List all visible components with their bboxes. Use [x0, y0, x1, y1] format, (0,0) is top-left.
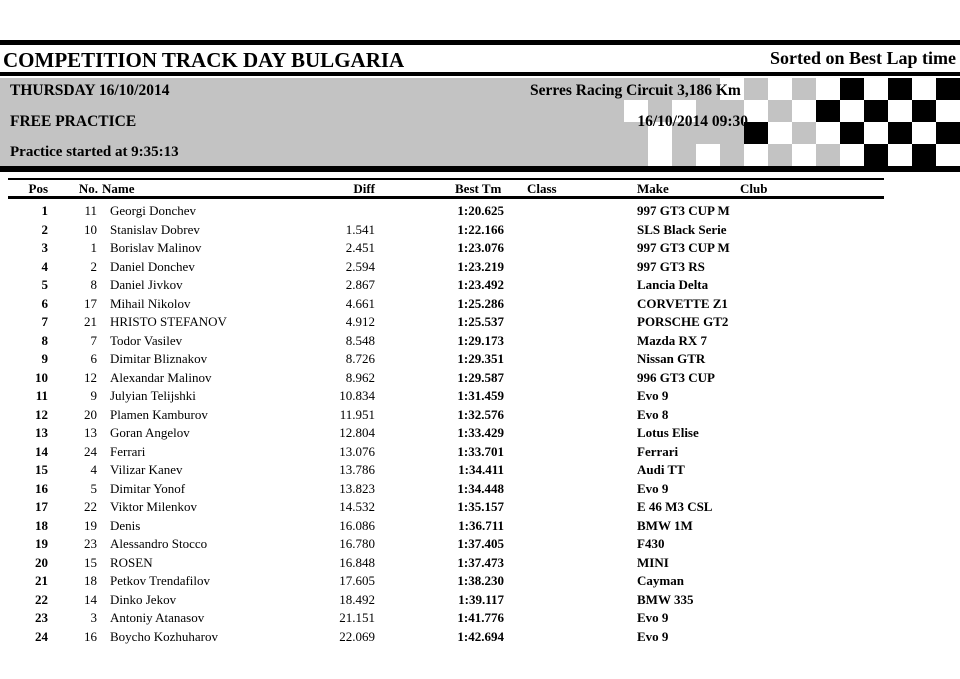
name-cell: Alessandro Stocco [110, 536, 208, 551]
no-cell: 22 [84, 499, 97, 514]
pos-cell: 4 [41, 258, 48, 274]
table-row [0, 277, 960, 296]
pos-cell: 6 [41, 295, 48, 311]
diff-cell: 16.780 [339, 536, 375, 551]
diff-cell: 17.605 [339, 573, 375, 588]
make-cell: E 46 M3 CSL [637, 499, 713, 514]
no-cell: 8 [90, 277, 97, 292]
name-cell: Ferrari [110, 443, 146, 459]
checker-cell [936, 78, 960, 100]
make-cell: BMW 1M [637, 517, 693, 533]
no-cell: 1 [90, 240, 97, 255]
diff-cell: 13.823 [339, 480, 375, 496]
name-cell: Plamen Kamburov [110, 406, 208, 422]
best-cell: 1:37.405 [457, 536, 504, 551]
table-row [0, 536, 960, 555]
name-cell: Goran Angelov [110, 425, 190, 440]
make-cell: 996 GT3 CUP [637, 369, 715, 385]
checker-cell [840, 122, 864, 144]
checker-cell [744, 144, 768, 166]
diff-cell: 12.804 [339, 425, 375, 440]
table-row [0, 499, 960, 518]
column-header-best-tm: Best Tm [455, 181, 502, 196]
table-row [0, 388, 960, 407]
pos-cell: 11 [35, 388, 48, 403]
checker-cell [864, 144, 888, 166]
best-cell: 1:37.473 [457, 554, 504, 570]
column-header-make: Make [637, 181, 669, 196]
circuit-name: Serres Racing Circuit 3,186 Km [530, 82, 741, 99]
name-cell: Daniel Donchev [110, 258, 195, 274]
no-cell: 7 [90, 332, 97, 348]
checker-cell [936, 122, 960, 144]
name-cell: Dimitar Bliznakov [110, 351, 208, 366]
make-cell: Evo 9 [637, 388, 669, 403]
column-header-class: Class [527, 181, 557, 196]
make-cell: PORSCHE GT2 [637, 314, 729, 329]
best-cell: 1:25.537 [457, 314, 504, 329]
checker-cell [840, 144, 864, 166]
sort-note: Sorted on Best Lap time [770, 48, 956, 68]
pos-cell: 14 [35, 443, 48, 459]
table-row [0, 259, 960, 278]
best-cell: 1:34.411 [458, 462, 504, 477]
make-cell: 997 GT3 CUP M [637, 203, 730, 218]
name-cell: Boycho Kozhuharov [110, 628, 218, 644]
make-cell: SLS Black Serie [637, 221, 727, 237]
checker-cell [768, 122, 792, 144]
make-cell: Cayman [637, 573, 684, 588]
no-cell: 12 [84, 369, 97, 385]
table-row [0, 425, 960, 444]
make-cell: Lotus Elise [637, 425, 699, 440]
make-cell: Ferrari [637, 443, 679, 459]
no-cell: 15 [84, 554, 97, 570]
no-cell: 21 [84, 314, 97, 329]
name-cell: Stanislav Dobrev [110, 221, 200, 237]
checker-cell [840, 78, 864, 100]
table-row [0, 240, 960, 259]
checker-cell [840, 100, 864, 122]
table-top-rule [8, 178, 884, 180]
make-cell: Evo 9 [637, 610, 669, 625]
best-cell: 1:33.429 [457, 425, 504, 440]
table-row [0, 573, 960, 592]
no-cell: 13 [84, 425, 97, 440]
name-cell: Dinko Jekov [110, 591, 177, 607]
pos-cell: 21 [35, 573, 48, 588]
no-cell: 24 [84, 443, 97, 459]
no-cell: 3 [90, 610, 97, 625]
best-cell: 1:35.157 [457, 499, 504, 514]
pos-cell: 5 [41, 277, 48, 292]
pos-cell: 22 [35, 591, 48, 607]
top-rule [0, 40, 960, 45]
checker-cell [816, 122, 840, 144]
pos-cell: 16 [35, 480, 48, 496]
checker-cell [864, 122, 888, 144]
no-cell: 4 [90, 462, 97, 477]
checker-cell [912, 78, 936, 100]
name-cell: Mihail Nikolov [110, 295, 191, 311]
no-cell: 16 [84, 628, 97, 644]
diff-cell: 8.726 [345, 351, 375, 366]
make-cell: CORVETTE Z1 [637, 295, 728, 311]
table-row [0, 296, 960, 315]
table-row [0, 203, 960, 222]
best-cell: 1:22.166 [457, 221, 504, 237]
checker-cell [648, 144, 672, 166]
make-cell: F430 [637, 536, 665, 551]
best-cell: 1:29.351 [457, 351, 504, 366]
checker-cell [912, 100, 936, 122]
best-cell: 1:42.694 [457, 628, 504, 644]
no-cell: 18 [84, 573, 97, 588]
name-cell: HRISTO STEFANOV [110, 314, 227, 329]
checker-cell [936, 100, 960, 122]
pos-cell: 3 [41, 240, 48, 255]
pos-cell: 19 [35, 536, 48, 551]
checker-cell [768, 78, 792, 100]
table-row [0, 462, 960, 481]
checker-cell [696, 144, 720, 166]
checker-cell [912, 144, 936, 166]
name-cell: Dimitar Yonof [110, 480, 186, 496]
diff-cell: 14.532 [339, 499, 375, 514]
table-row [0, 333, 960, 352]
table-row [0, 444, 960, 463]
table-row [0, 481, 960, 500]
pos-cell: 24 [35, 628, 48, 644]
name-cell: Viktor Milenkov [110, 499, 197, 514]
table-row [0, 592, 960, 611]
diff-cell: 1.541 [345, 221, 375, 237]
column-header-name: Name [102, 181, 135, 196]
pos-cell: 17 [35, 499, 48, 514]
session-name: FREE PRACTICE [10, 113, 137, 130]
make-cell: 997 GT3 RS [637, 258, 705, 274]
best-cell: 1:20.625 [457, 203, 504, 218]
diff-cell: 11.951 [339, 406, 375, 422]
best-cell: 1:25.286 [457, 295, 504, 311]
checker-cell [792, 144, 816, 166]
pos-cell: 23 [35, 610, 48, 625]
diff-cell: 16.848 [339, 554, 375, 570]
checker-cell [792, 100, 816, 122]
best-cell: 1:29.587 [457, 369, 504, 385]
no-cell: 5 [90, 480, 97, 496]
practice-started-note: Practice started at 9:35:13 [10, 144, 179, 160]
best-cell: 1:38.230 [457, 573, 504, 588]
diff-cell: 13.076 [339, 443, 375, 459]
checker-cell [912, 122, 936, 144]
make-cell: Evo 9 [637, 480, 669, 496]
name-cell: Denis [110, 517, 141, 533]
session-day: THURSDAY 16/10/2014 [10, 82, 170, 99]
pos-cell: 2 [41, 221, 48, 237]
checker-cell [864, 78, 888, 100]
table-row [0, 370, 960, 389]
name-cell: Todor Vasilev [110, 332, 183, 348]
no-cell: 2 [90, 258, 97, 274]
name-cell: Antoniy Atanasov [110, 610, 205, 625]
make-cell: MINI [637, 554, 669, 570]
best-cell: 1:23.492 [457, 277, 504, 292]
checker-cell [888, 78, 912, 100]
no-cell: 23 [84, 536, 97, 551]
diff-cell: 21.151 [339, 610, 375, 625]
diff-cell: 2.594 [345, 258, 375, 274]
name-cell: Vilizar Kanev [110, 462, 183, 477]
checker-cell [936, 144, 960, 166]
name-cell: Julyian Telijshki [110, 388, 196, 403]
diff-cell: 8.548 [345, 332, 375, 348]
title-rule [0, 72, 960, 76]
no-cell: 19 [84, 517, 97, 533]
banner-bottom-rule [0, 166, 960, 172]
checker-cell [864, 100, 888, 122]
table-row [0, 629, 960, 648]
best-cell: 1:32.576 [457, 406, 504, 422]
pos-cell: 13 [35, 425, 48, 440]
diff-cell: 4.912 [345, 314, 375, 329]
diff-cell: 2.867 [345, 277, 375, 292]
make-cell: Mazda RX 7 [637, 332, 708, 348]
best-cell: 1:39.117 [458, 591, 504, 607]
table-row [0, 518, 960, 537]
pos-cell: 15 [35, 462, 48, 477]
diff-cell: 16.086 [339, 517, 375, 533]
pos-cell: 1 [41, 203, 48, 218]
make-cell: Evo 8 [637, 406, 669, 422]
no-cell: 6 [90, 351, 97, 366]
best-cell: 1:33.701 [457, 443, 504, 459]
diff-cell: 18.492 [339, 591, 375, 607]
best-cell: 1:36.711 [458, 517, 504, 533]
checker-cell [888, 100, 912, 122]
best-cell: 1:23.076 [457, 240, 504, 255]
diff-cell: 2.451 [345, 240, 375, 255]
name-cell: Daniel Jivkov [110, 277, 183, 292]
pos-cell: 12 [35, 406, 48, 422]
diff-cell: 8.962 [345, 369, 375, 385]
pos-cell: 7 [41, 314, 48, 329]
table-row [0, 555, 960, 574]
no-cell: 10 [84, 221, 97, 237]
column-header-diff: Diff [353, 181, 375, 196]
no-cell: 9 [90, 388, 97, 403]
no-cell: 17 [84, 295, 97, 311]
no-cell: 20 [84, 406, 97, 422]
best-cell: 1:41.776 [457, 610, 504, 625]
name-cell: Georgi Donchev [110, 203, 197, 218]
make-cell: Nissan GTR [637, 351, 706, 366]
pos-cell: 8 [41, 332, 48, 348]
make-cell: BMW 335 [637, 591, 694, 607]
session-banner [0, 78, 960, 166]
name-cell: Petkov Trendafilov [110, 573, 211, 588]
pos-cell: 9 [41, 351, 48, 366]
no-cell: 11 [84, 203, 97, 218]
table-row [0, 314, 960, 333]
make-cell: Audi TT [637, 462, 685, 477]
column-header-pos: Pos [28, 181, 48, 196]
pos-cell: 10 [35, 369, 48, 385]
table-row [0, 351, 960, 370]
make-cell: Evo 9 [637, 628, 669, 644]
table-row [0, 222, 960, 241]
no-cell: 14 [84, 591, 97, 607]
table-row [0, 610, 960, 629]
session-datetime: 16/10/2014 09:30 [637, 113, 748, 130]
table-header-rule [8, 196, 884, 199]
checker-cell [888, 122, 912, 144]
checker-cell [888, 144, 912, 166]
pos-cell: 18 [35, 517, 48, 533]
name-cell: Alexandar Malinov [110, 369, 212, 385]
checker-cell [816, 78, 840, 100]
make-cell: 997 GT3 CUP M [637, 240, 730, 255]
name-cell: Borislav Malinov [110, 240, 202, 255]
column-header-club: Club [740, 181, 768, 196]
best-cell: 1:29.173 [457, 332, 504, 348]
table-row [0, 407, 960, 426]
diff-cell: 22.069 [339, 628, 375, 644]
best-cell: 1:23.219 [457, 258, 504, 274]
best-cell: 1:31.459 [457, 388, 504, 403]
diff-cell: 13.786 [339, 462, 375, 477]
diff-cell: 4.661 [345, 295, 375, 311]
make-cell: Lancia Delta [637, 277, 709, 292]
pos-cell: 20 [35, 554, 48, 570]
checker-cell [816, 100, 840, 122]
diff-cell: 10.834 [339, 388, 375, 403]
column-header-no: No. [78, 181, 98, 196]
page-title: COMPETITION TRACK DAY BULGARIA [3, 48, 405, 72]
name-cell: ROSEN [110, 554, 153, 570]
best-cell: 1:34.448 [457, 480, 504, 496]
